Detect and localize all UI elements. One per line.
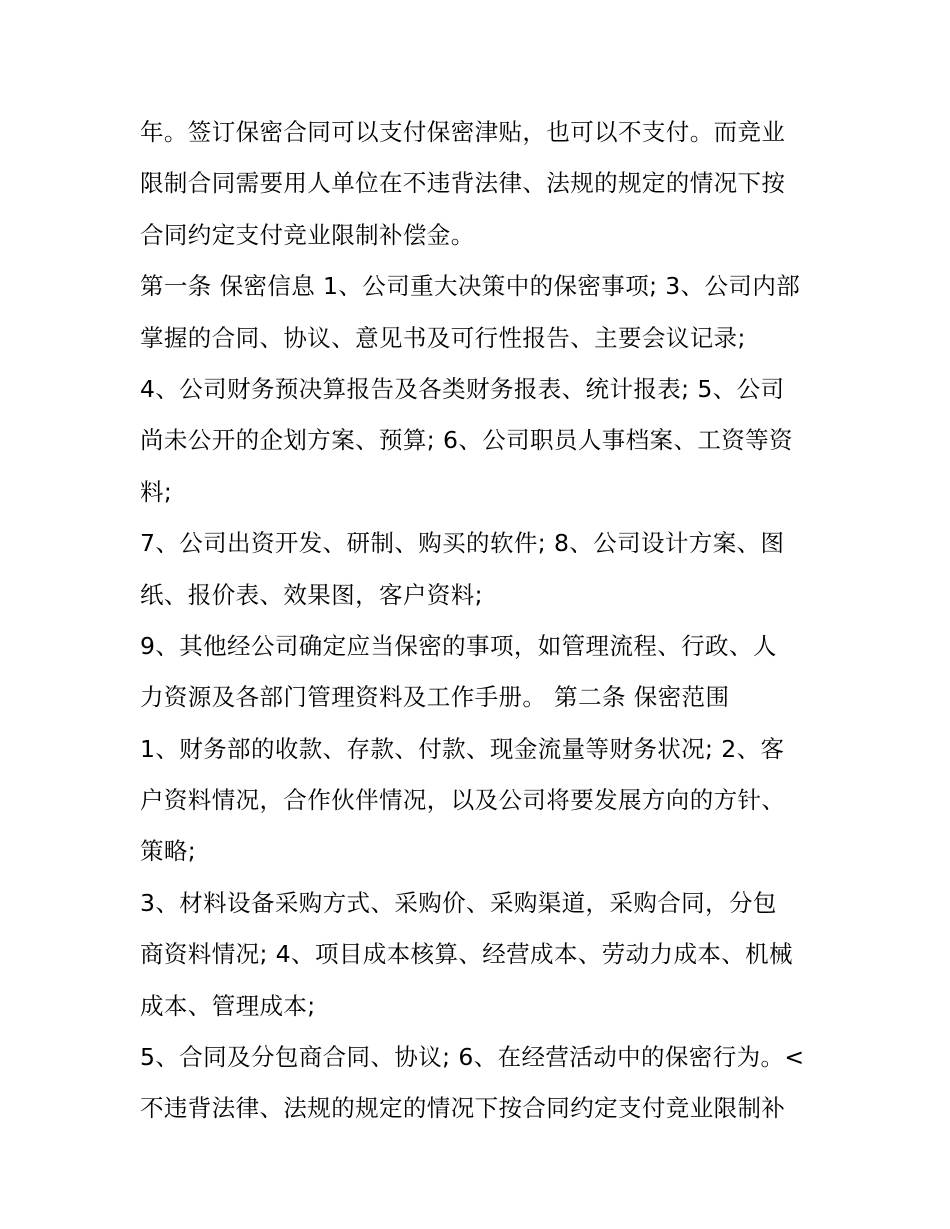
text-line: 第一条 保密信息 1、公司重大决策中的保密事项; 3、公司内部 <box>140 272 801 301</box>
text-line: 纸、报价表、效果图，客户资料; <box>140 580 483 609</box>
text-line: 料; <box>140 477 173 506</box>
text-line: 年。签订保密合同可以支付保密津贴，也可以不支付。而竞业 <box>140 118 786 146</box>
text-line: 7、公司出资开发、研制、购买的软件; 8、公司设计方案、图 <box>140 529 785 558</box>
text-line: 9、其他经公司确定应当保密的事项，如管理流程、行政、人 <box>140 631 777 660</box>
text-line: 限制合同需要用人单位在不违背法律、法规的规定的情况下按 <box>140 169 786 198</box>
text-line: 策略; <box>140 837 197 866</box>
text-line: 商资料情况; 4、项目成本核算、经营成本、劳动力成本、机械 <box>140 940 793 969</box>
text-line: 户资料情况，合作伙伴情况，以及公司将要发展方向的方针、 <box>140 786 786 815</box>
text-line: 3、材料设备采购方式、采购价、采购渠道，采购合同，分包 <box>140 888 777 917</box>
text-line: 力资源及各部门管理资料及工作手册。 第二条 保密范围 <box>140 683 730 712</box>
text-line: 掌握的合同、协议、意见书及可行性报告、主要会议记录; <box>140 323 746 352</box>
text-line: 1、财务部的收款、存款、付款、现金流量等财务状况; 2、客 <box>140 734 785 763</box>
body-text <box>140 107 820 1135</box>
text-line: 不违背法律、法规的规定的情况下按合同约定支付竞业限制补 <box>140 1094 786 1123</box>
text-line: 4、公司财务预决算报告及各类财务报表、统计报表; 5、公司 <box>140 374 785 403</box>
text-line: 成本、管理成本; <box>140 991 316 1020</box>
text-line: 5、合同及分包商合同、协议; 6、在经营活动中的保密行为。< <box>140 1043 805 1072</box>
text-line: 合同约定支付竞业限制补偿金。 <box>140 220 475 249</box>
text-line: 尚未公开的企划方案、预算; 6、公司职员人事档案、工资等资 <box>140 426 793 455</box>
